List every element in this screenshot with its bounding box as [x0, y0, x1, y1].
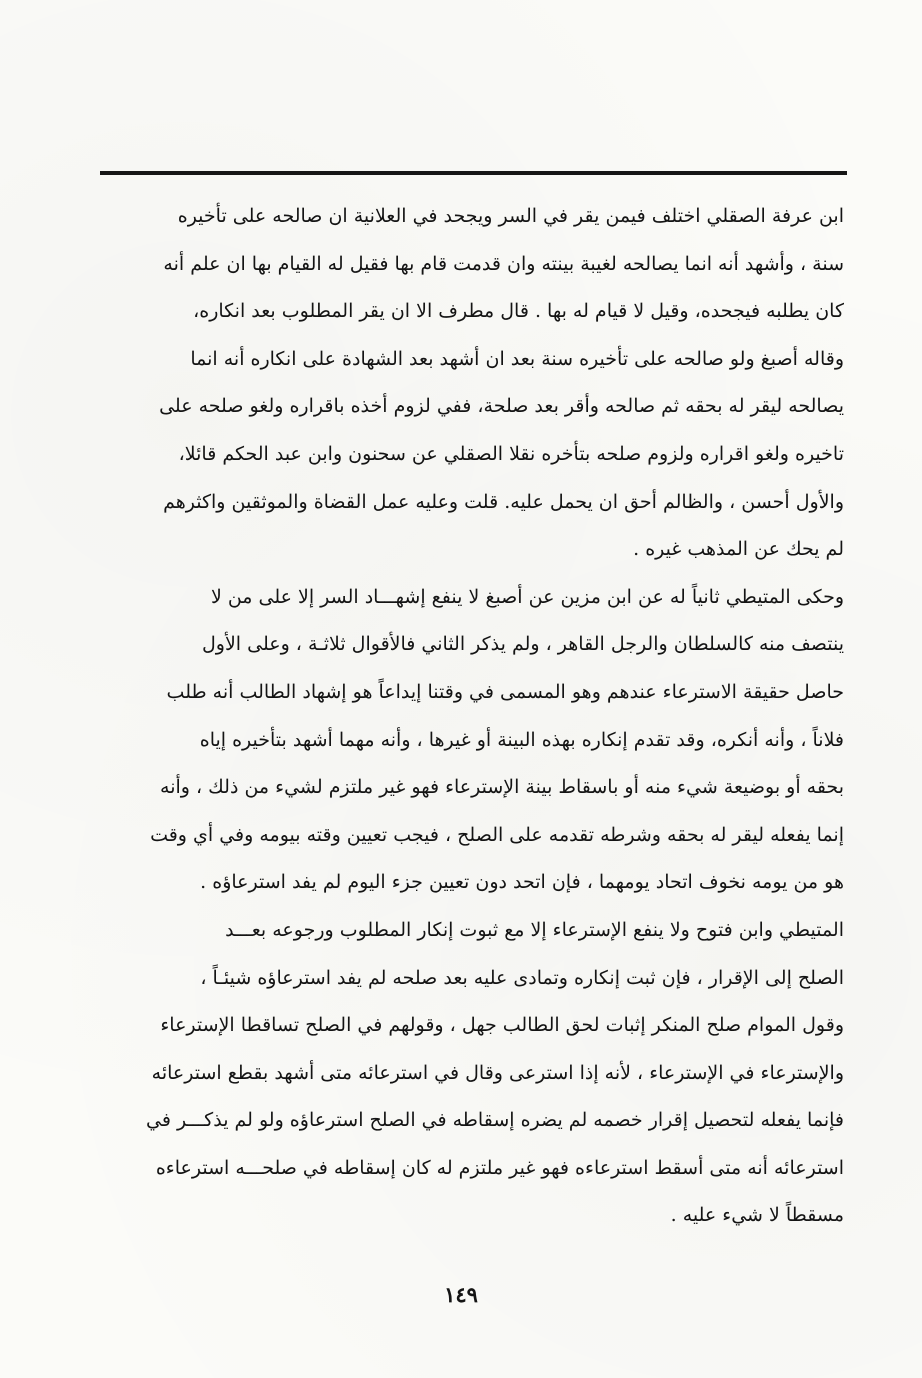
- text-line: المتيطي وابن فتوح ولا ينفع الإسترعاء إلا مع ثبوت إنكار المطلوب ورجوعه بعـــد: [225, 918, 844, 941]
- header-rule: [100, 171, 847, 175]
- text-line: كان يطلبه فيجحده، وقيل لا قيام له بها . قال مطرف الا ان يقر المطلوب بعد انكاره،: [193, 300, 844, 323]
- text-line: ينتصف منه كالسلطان والرجل القاهر ، ولم يذكر الثاني فالأقوال ثلاثـة ، وعلى الأول: [201, 633, 844, 656]
- text-line: مسقطاً لا شيء عليه .: [670, 1204, 844, 1227]
- text-line: والإسترعاء في الإسترعاء ، لأنه إذا استرعى وقال في استرعائه متى أشهد بقطع استرعائه: [151, 1061, 844, 1084]
- text-line: يصالحه ليقر له بحقه ثم صالحه وأقر بعد صلحة، ففي لزوم أخذه باقراره ولغو صلحه على: [159, 395, 844, 418]
- text-line: تاخيره ولغو اقراره ولزوم صلحه بتأخره نقلا الصقلي عن سحنون وابن عبد الحكم قائلا،: [178, 442, 844, 465]
- text-line: وقاله أصبغ ولو صالحه على تأخيره سنة بعد ان أشهد بعد الشهادة على انكاره أنه انما: [190, 347, 844, 370]
- text-line: هو من يومه نخوف اتحاد يومهما ، فإن اتحد دون تعيين جزء اليوم لم يفد استرعاؤه .: [200, 871, 844, 894]
- text-line: فلاناً ، وأنه أنكره، وقد تقدم إنكاره بهذه البينة أو غيرها ، وأنه مهما أشهد بتأخيره إياه: [199, 728, 844, 751]
- page-number: ١٤٩: [444, 1282, 478, 1307]
- text-line: لم يحك عن المذهب غيره .: [633, 538, 844, 561]
- text-line: والأول أحسن ، والظالم أحق ان يحمل عليه. قلت وعليه عمل القضاة والموثقين واكثرهم: [163, 490, 844, 513]
- paragraph-3: [92, 907, 844, 1240]
- text-line: وحكى المتيطي ثانياً له عن ابن مزين عن أصبغ لا ينفع إشهـــاد السر إلا على من لا: [210, 585, 844, 608]
- text-line: سنة ، وأشهد أنه انما يصالحه لغيبة بينته وان قدمت قام بها فقيل له القيام بها ان علم أنه: [163, 252, 844, 275]
- body-text: [92, 193, 844, 1240]
- text-line: استرعائه أنه متى أسقط استرعاءه فهو غير ملتزم له كان إسقاطه في صلحـــه استرعاءه: [155, 1156, 844, 1179]
- text-line: فإنما يفعله لتحصيل إقرار خصمه لم يضره إسقاطه في الصلح استرعاؤه ولو لم يذكـــر في: [146, 1109, 844, 1132]
- text-line: حاصل حقيقة الاسترعاء عندهم وهو المسمى في وقتنا إيداعاً هو إشهاد الطالب أنه طلب: [166, 680, 844, 703]
- text-line: إنما يفعله ليقر له بحقه وشرطه تقدمه على الصلح ، فيجب تعيين وقته بيومه وفي أي وقت: [150, 823, 844, 846]
- paragraph-2: [92, 574, 844, 907]
- text-line: وقول الموام صلح المنكر إثبات لحق الطالب جهل ، وقولهم في الصلح تساقطا الإسترعاء: [160, 1014, 844, 1037]
- text-line: بحقه أو بوضيعة شيء منه أو باسقاط بينة الإسترعاء فهو غير ملتزم لشيء من ذلك ، وأنه: [160, 776, 844, 799]
- text-line: الصلح إلى الإقرار ، فإن ثبت إنكاره وتمادى عليه بعد صلحه لم يفد استرعاؤه شيئـاً ،: [200, 966, 844, 989]
- text-line: ابن عرفة الصقلي اختلف فيمن يقر في السر ويجحد في العلانية ان صالحه على تأخيره: [177, 205, 844, 227]
- paragraph-1: [92, 193, 844, 574]
